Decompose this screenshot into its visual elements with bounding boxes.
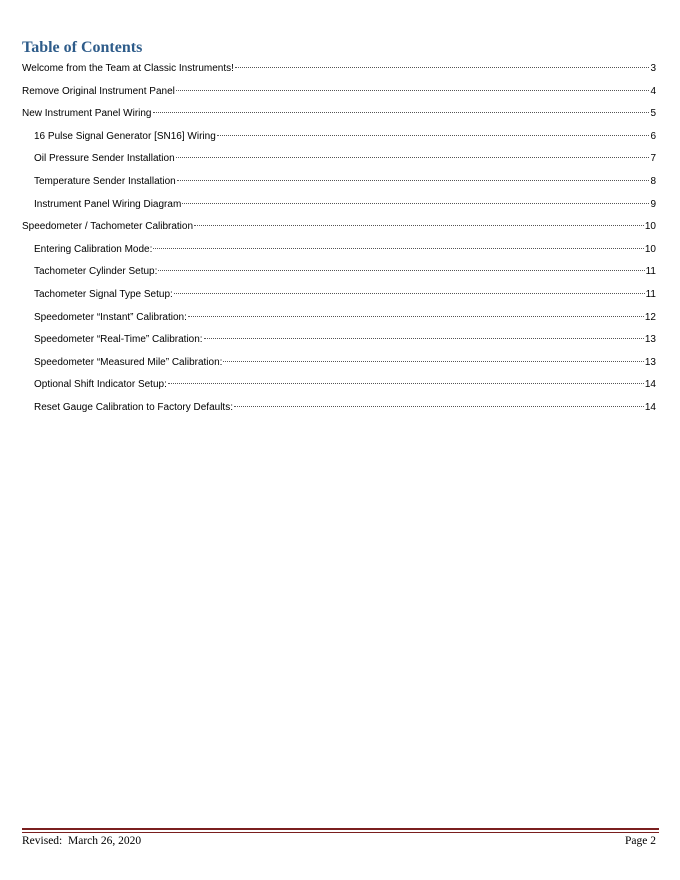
toc-entry-page: 9 [650, 198, 656, 210]
toc-leader [194, 225, 644, 226]
toc-title: Table of Contents [22, 39, 143, 56]
toc-entry-page: 11 [645, 288, 656, 300]
toc-entry[interactable] [22, 376, 656, 399]
toc-leader [174, 293, 645, 294]
toc-leader [223, 361, 643, 362]
toc-entry-text: Reset Gauge Calibration to Factory Defaults: [34, 401, 233, 413]
toc-leader [217, 135, 650, 136]
toc-entry-page: 6 [650, 130, 656, 142]
toc-entry-text: Remove Original Instrument Panel [22, 85, 175, 97]
toc-entry[interactable] [22, 331, 656, 354]
toc-leader [176, 157, 650, 158]
toc-entry[interactable] [22, 150, 656, 173]
toc-entry-page: 14 [644, 379, 656, 391]
toc-list [22, 60, 656, 422]
toc-entry-page: 14 [644, 401, 656, 413]
toc-leader [182, 203, 649, 204]
toc-leader [176, 90, 650, 91]
toc-entry[interactable] [22, 173, 656, 196]
toc-entry[interactable] [22, 196, 656, 219]
toc-entry[interactable] [22, 399, 656, 422]
toc-entry-page: 5 [650, 108, 656, 120]
toc-leader [168, 383, 644, 384]
toc-entry-text: Tachometer Cylinder Setup: [34, 266, 158, 278]
toc-entry[interactable] [22, 128, 656, 151]
toc-entry[interactable] [22, 60, 656, 83]
toc-entry-page: 12 [644, 311, 656, 323]
footer-revised-date: Revised: March 26, 2020 [22, 835, 142, 847]
toc-entry-text: Speedometer “Measured Mile” Calibration: [34, 356, 223, 368]
toc-leader [153, 248, 643, 249]
toc-leader [177, 180, 650, 181]
toc-entry-page: 10 [644, 243, 656, 255]
toc-entry-text: 16 Pulse Signal Generator [SN16] Wiring [34, 130, 216, 142]
toc-entry[interactable] [22, 105, 656, 128]
toc-entry-text: Speedometer “Real-Time” Calibration: [34, 334, 203, 346]
toc-entry-text: Entering Calibration Mode: [34, 243, 153, 255]
footer-page-number: Page 2 [625, 835, 656, 847]
toc-entry-text: Temperature Sender Installation [34, 175, 176, 187]
toc-entry-text: New Instrument Panel Wiring [22, 108, 152, 120]
toc-entry[interactable] [22, 263, 656, 286]
footer-divider [22, 828, 659, 830]
toc-entry-text: Oil Pressure Sender Installation [34, 153, 175, 165]
toc-entry-page: 4 [650, 85, 656, 97]
toc-entry-text: Speedometer “Instant” Calibration: [34, 311, 187, 323]
toc-leader [204, 338, 644, 339]
toc-leader [153, 112, 650, 113]
toc-entry-page: 10 [644, 221, 656, 233]
toc-entry-text: Tachometer Signal Type Setup: [34, 288, 173, 300]
toc-entry[interactable] [22, 241, 656, 264]
toc-entry-page: 7 [650, 153, 656, 165]
toc-entry[interactable] [22, 354, 656, 377]
toc-entry[interactable] [22, 309, 656, 332]
toc-entry-page: 13 [644, 356, 656, 368]
toc-entry[interactable] [22, 83, 656, 106]
toc-entry[interactable] [22, 218, 656, 241]
toc-entry-text: Welcome from the Team at Classic Instruments! [22, 63, 234, 74]
toc-entry-page: 11 [645, 266, 656, 278]
footer-divider-thin [22, 832, 659, 833]
toc-leader [235, 67, 650, 68]
toc-leader [188, 316, 644, 317]
toc-entry-page: 3 [650, 63, 656, 74]
toc-entry-text: Optional Shift Indicator Setup: [34, 379, 167, 391]
toc-leader [234, 406, 644, 407]
toc-entry-text: Speedometer / Tachometer Calibration [22, 221, 194, 233]
toc-entry-page: 13 [644, 334, 656, 346]
toc-entry[interactable] [22, 286, 656, 309]
toc-entry-page: 8 [650, 175, 656, 187]
toc-entry-text: Instrument Panel Wiring Diagram [34, 198, 182, 210]
toc-leader [158, 270, 644, 271]
